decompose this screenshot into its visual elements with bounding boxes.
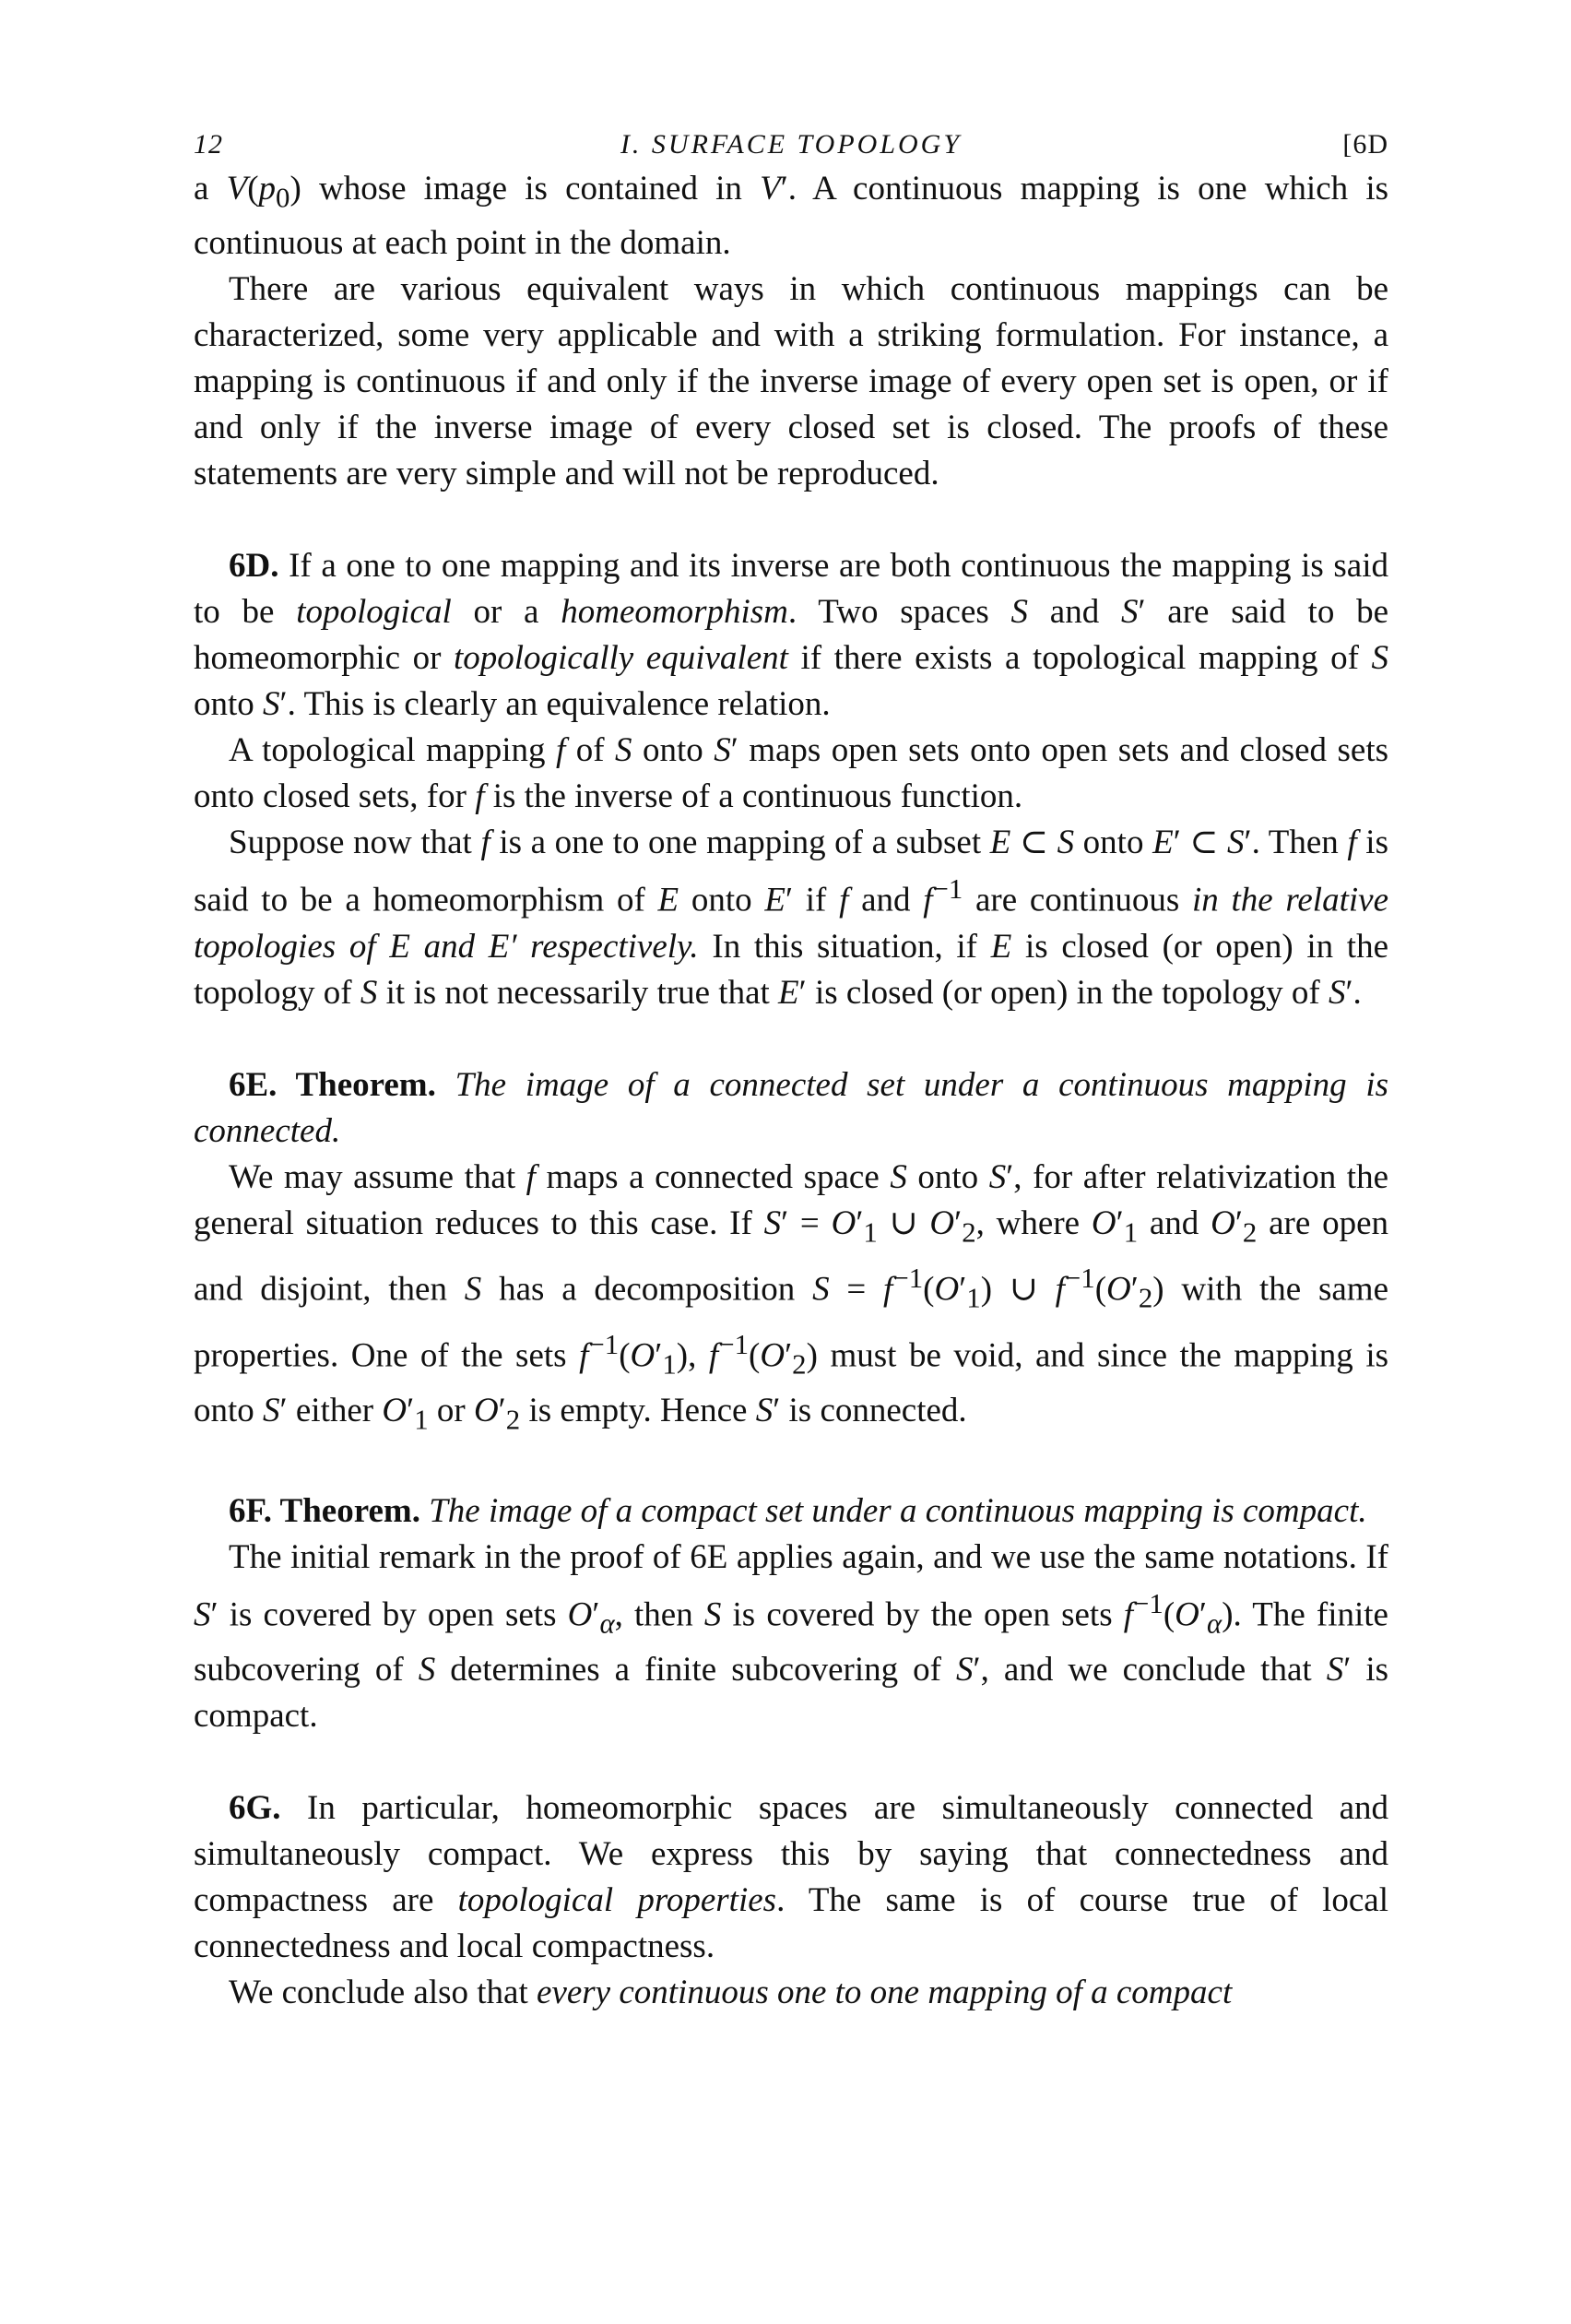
paragraph-6g: 6G. In particular, homeomorphic spaces are simultaneously connected and simultaneously compact. We express this by saying that connectedness and compactness are topological properties. The same is of course true of local connectedness and local compactness. [194,1788,1388,1965]
paragraph-6d-open-closed: A topological mapping f of S onto S′ maps open sets onto open sets and closed sets onto closed sets, for f is the inverse of a continuous function. [194,731,1389,816]
running-head [194,129,1388,166]
book-page [194,129,1388,2016]
paragraph-6e-proof: We may assume that f maps a connected space S onto S′, for after relativization the general situation reduces to this case. If $S' = O'_1$ ∪ $O'_2$, where $O'_1$ and $O'_2$ are open and disjoint, then S has a decomposition $S = f^{-1}(O'_1)$ ∪ $f^{-1}(O'_2)$ with the same properties. One of the sets $f^{-1}(O'_1)$, $f^{-1}(O'_2)$ must be void, and since the mapping is onto S′ either $O'_1$ or $O'_2$ is empty. Hence S′ is connected. [194,1157,1389,1435]
body-text [194,166,1388,2016]
page-number: 12 [194,129,223,160]
paragraph-6e-theorem: 6E. Theorem. The image of a connected set under a continuous mapping is connected. [194,1065,1389,1150]
paragraph-6f-proof: The initial remark in the proof of 6E applies again, and we use the same notations. If S′ is covered by open sets $O'_\alpha$, then S is covered by the open sets $f^{-1}(O'_\alpha)$. The finite subcovering of S determines a finite subcovering of S′, and we conclude that S′ is compact. [194,1537,1389,1735]
paragraph-6d-subset: Suppose now that f is a one to one mapping of a subset E ⊂ S onto E′ ⊂ S′. Then f is said to be a homeomorphism of E onto E′ if f and $f^{-1}$ are continuous in the relative topologies of E and E′ respectively. In this situation, if E is closed (or open) in the topology of S it is not necessarily true that E′ is closed (or open) in the topology of S′. [194,824,1389,1012]
chapter-title: I. SURFACE TOPOLOGY [620,129,963,160]
paragraph-6g-conclusion: We conclude also that every continuous one to one mapping of a compact [229,1973,1233,2011]
paragraph-continuation: a $V(p_0)$ whose image is contained in V′. A continuous mapping is one which is continuous at each point in the domain. [194,170,1388,263]
paragraph-6d-definition: 6D. If a one to one mapping and its inverse are both continuous the mapping is said to be topological or a homeomorphism. Two spaces S and S′ are said to be homeomorphic or topologically equivalent if there exists a topological mapping of S onto S′. This is clearly an equivalence relation. [194,547,1388,724]
paragraph-6f-theorem: 6F. Theorem. The image of a compact set under a continuous mapping is compact. [229,1491,1367,1530]
section-marker: [6D [1342,129,1388,160]
paragraph-continuity-characterization: There are various equivalent ways in which continuous mappings can be characterized, some very applicable and with a striking formulation. For instance, a mapping is continuous if and only if the inverse image of every open set is open, or if and only if the inverse image of every closed set is closed. The proofs of these statements are very simple and will not be reproduced. [194,270,1388,493]
